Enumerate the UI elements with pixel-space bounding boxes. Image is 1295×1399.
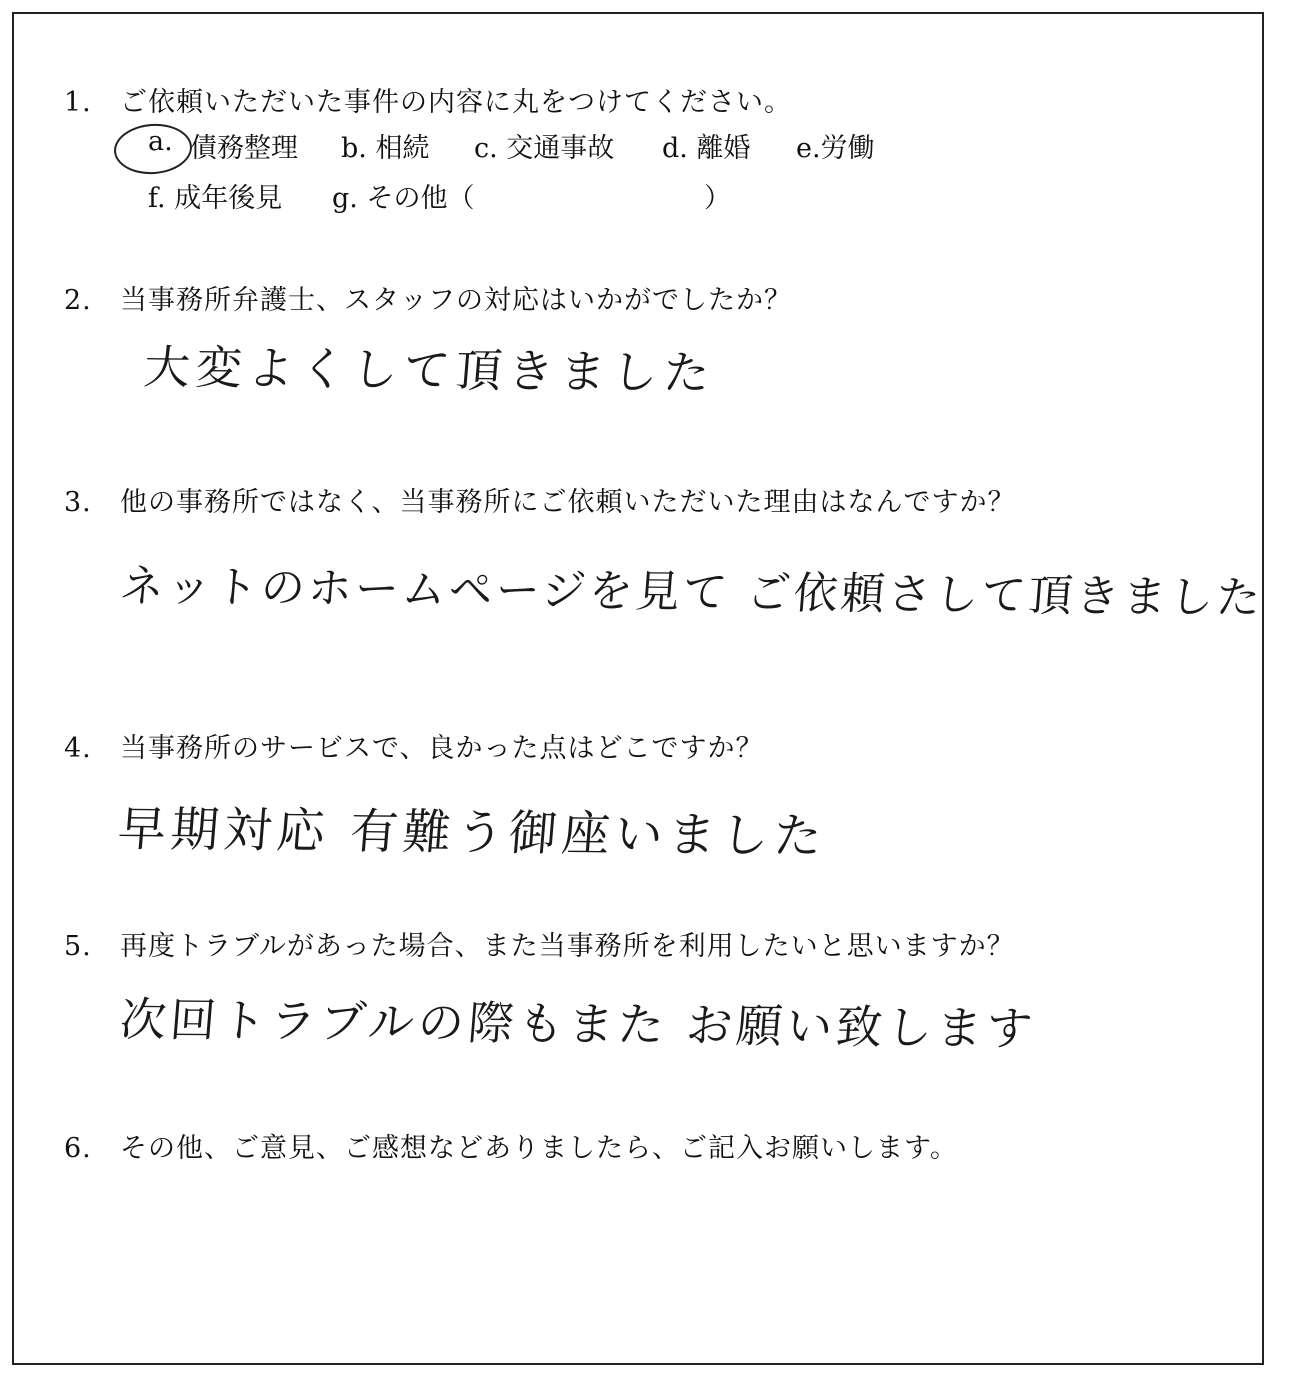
option-b[interactable]: b. 相続 <box>341 133 430 164</box>
question-2-number: 2. <box>64 285 92 316</box>
question-5-text: 再度トラブルがあった場合、また当事務所を利用したいと思いますか？ <box>120 931 1015 962</box>
question-5-number: 5. <box>64 931 92 962</box>
answer-2-handwriting: 大変よくして頂きました <box>141 340 718 400</box>
question-1-text: ご依頼いただいた事件の内容に丸をつけてください。 <box>120 87 792 118</box>
question-4 <box>64 726 763 765</box>
answer-5-handwriting: 次回トラブルの際もまた お願い致します <box>117 992 1039 1056</box>
question-4-number: 4. <box>64 733 92 764</box>
option-g-close-paren: ） <box>704 183 731 214</box>
answer-4-handwriting: 早期対応 有難う御座いました <box>115 801 829 865</box>
option-a-letter[interactable]: a. <box>148 126 173 157</box>
question-2-text: 当事務所弁護士、スタッフの対応はいかがでしたか？ <box>120 285 792 316</box>
question-3 <box>64 480 1015 519</box>
question-6-number: 6. <box>64 1133 92 1164</box>
option-e[interactable]: e.労働 <box>796 133 875 164</box>
question-6 <box>64 1126 958 1165</box>
option-c[interactable]: c. 交通事故 <box>474 133 615 164</box>
question-3-text: 他の事務所ではなく、当事務所にご依頼いただいた理由はなんですか？ <box>120 487 1016 518</box>
question-3-number: 3. <box>64 487 92 518</box>
option-f[interactable]: f. 成年後見 <box>148 183 283 214</box>
survey-sheet <box>12 12 1264 1365</box>
question-4-text: 当事務所のサービスで、良かった点はどこですか？ <box>120 733 764 764</box>
answer-3-handwriting: ネットのホームページを見て ご依頼さして頂きました <box>118 561 1266 624</box>
option-d[interactable]: d. 離婚 <box>662 133 751 164</box>
question-1 <box>64 80 792 119</box>
option-g[interactable]: g. その他（ <box>332 183 475 214</box>
question-5 <box>64 924 1015 963</box>
question-2 <box>64 278 792 317</box>
question-1-number: 1. <box>64 87 92 118</box>
option-a-label[interactable]: 債務整理 <box>190 133 298 164</box>
question-6-text: その他、ご意見、ご感想などありましたら、ご記入お願いします。 <box>120 1133 958 1164</box>
